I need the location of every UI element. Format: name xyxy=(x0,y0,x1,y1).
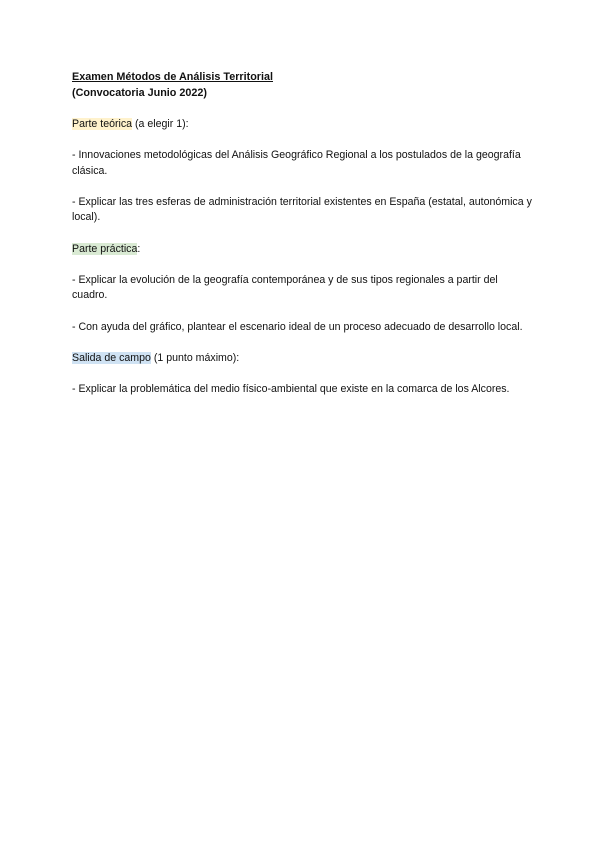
exam-subtitle: (Convocatoria Junio 2022) xyxy=(72,86,207,99)
spacer xyxy=(72,335,532,351)
spacer xyxy=(72,132,532,148)
question-teorica-1: - Innovaciones metodológicas del Análisis Geográfico Regional a los postulados de la geografía clásica. xyxy=(72,148,521,177)
spacer xyxy=(72,257,532,273)
document-body xyxy=(72,70,532,397)
section-note-campo: (1 punto máximo): xyxy=(150,351,240,364)
section-heading-campo xyxy=(72,351,532,367)
section-label-teorica: Parte teórica xyxy=(72,117,133,130)
section-heading-teorica xyxy=(72,117,532,133)
section-label-practica: Parte práctica xyxy=(72,242,138,255)
spacer xyxy=(72,226,532,242)
exam-title-block xyxy=(72,70,532,101)
spacer xyxy=(72,304,532,320)
section-note-teorica: (a elegir 1): xyxy=(132,117,189,130)
spacer xyxy=(72,179,532,195)
question-teorica-2: - Explicar las tres esferas de administración territorial existentes en España (estatal, autonómica y local). xyxy=(72,195,532,224)
section-note-practica: : xyxy=(137,242,141,255)
section-label-campo: Salida de campo xyxy=(72,351,151,364)
question-practica-1: - Explicar la evolución de la geografía contemporánea y de sus tipos regionales a partir del cuadro. xyxy=(72,273,498,302)
spacer xyxy=(72,366,532,382)
spacer xyxy=(72,101,532,117)
question-practica-2: - Con ayuda del gráfico, plantear el escenario ideal de un proceso adecuado de desarrollo local. xyxy=(72,320,523,333)
exam-title: Examen Métodos de Análisis Territorial xyxy=(72,71,273,83)
section-heading-practica xyxy=(72,242,532,258)
question-campo-1: - Explicar la problemática del medio físico-ambiental que existe en la comarca de los Alcores. xyxy=(72,382,510,395)
